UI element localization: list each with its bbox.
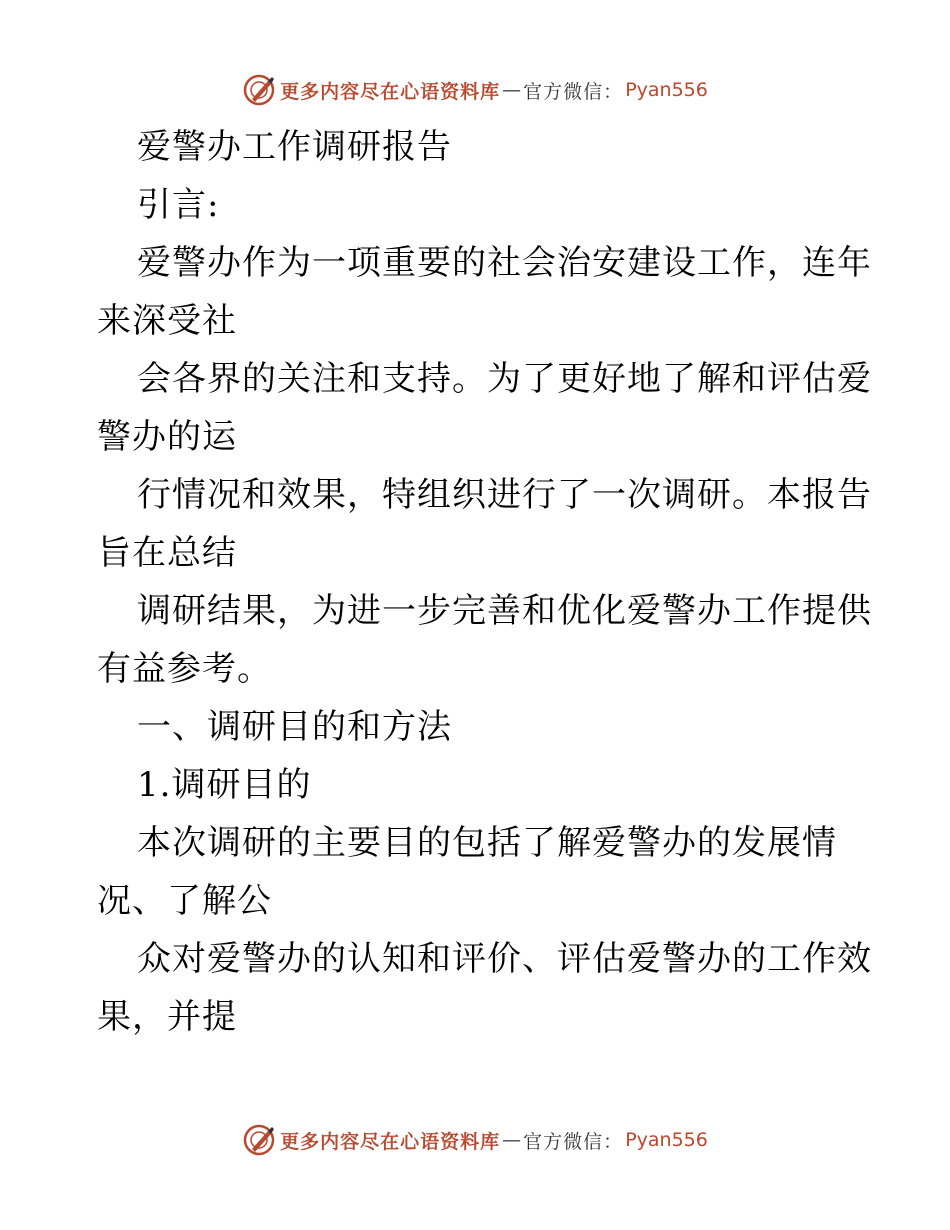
- banner-title: 更多内容尽在心语资料库: [280, 80, 501, 103]
- banner-separator: —: [502, 1129, 522, 1151]
- banner-subtitle: 官方微信：: [523, 80, 624, 103]
- document-body: [97, 118, 872, 1046]
- text-line: 行情况和效果，特组织进行了一次调研。本报告: [137, 475, 872, 515]
- banner-wechat-id: Pyan556: [625, 1129, 708, 1151]
- banner-subtitle: 官方微信：: [523, 1130, 624, 1153]
- text-line: 爱警办工作调研报告: [137, 127, 452, 167]
- pen-logo-icon: [242, 1123, 276, 1157]
- text-line: 有益参考。: [97, 649, 272, 689]
- text-line: 本次调研的主要目的包括了解爱警办的发展情: [137, 823, 837, 863]
- text-line: 警办的运: [97, 417, 237, 457]
- text-line: 会各界的关注和支持。为了更好地了解和评估爱: [137, 359, 872, 399]
- text-line: 爱警办作为一项重要的社会治安建设工作，连年: [137, 243, 872, 283]
- text-line: 果，并提: [97, 997, 237, 1037]
- pen-logo-icon: [242, 73, 276, 107]
- text-line: 一、调研目的和方法: [137, 707, 452, 747]
- banner-separator: —: [502, 79, 522, 101]
- text-line: 1.调研目的: [137, 765, 312, 805]
- text-line: 引言:: [137, 185, 220, 225]
- banner-title: 更多内容尽在心语资料库: [280, 1130, 501, 1153]
- header-watermark-banner: [0, 70, 950, 110]
- text-line: 调研结果，为进一步完善和优化爱警办工作提供: [137, 591, 872, 631]
- text-line: 众对爱警办的认知和评价、评估爱警办的工作效: [137, 939, 872, 979]
- text-line: 旨在总结: [97, 533, 237, 573]
- text-line: 来深受社: [97, 301, 237, 341]
- footer-watermark-banner: [0, 1120, 950, 1160]
- banner-wechat-id: Pyan556: [625, 79, 708, 101]
- text-line: 况、了解公: [97, 881, 272, 921]
